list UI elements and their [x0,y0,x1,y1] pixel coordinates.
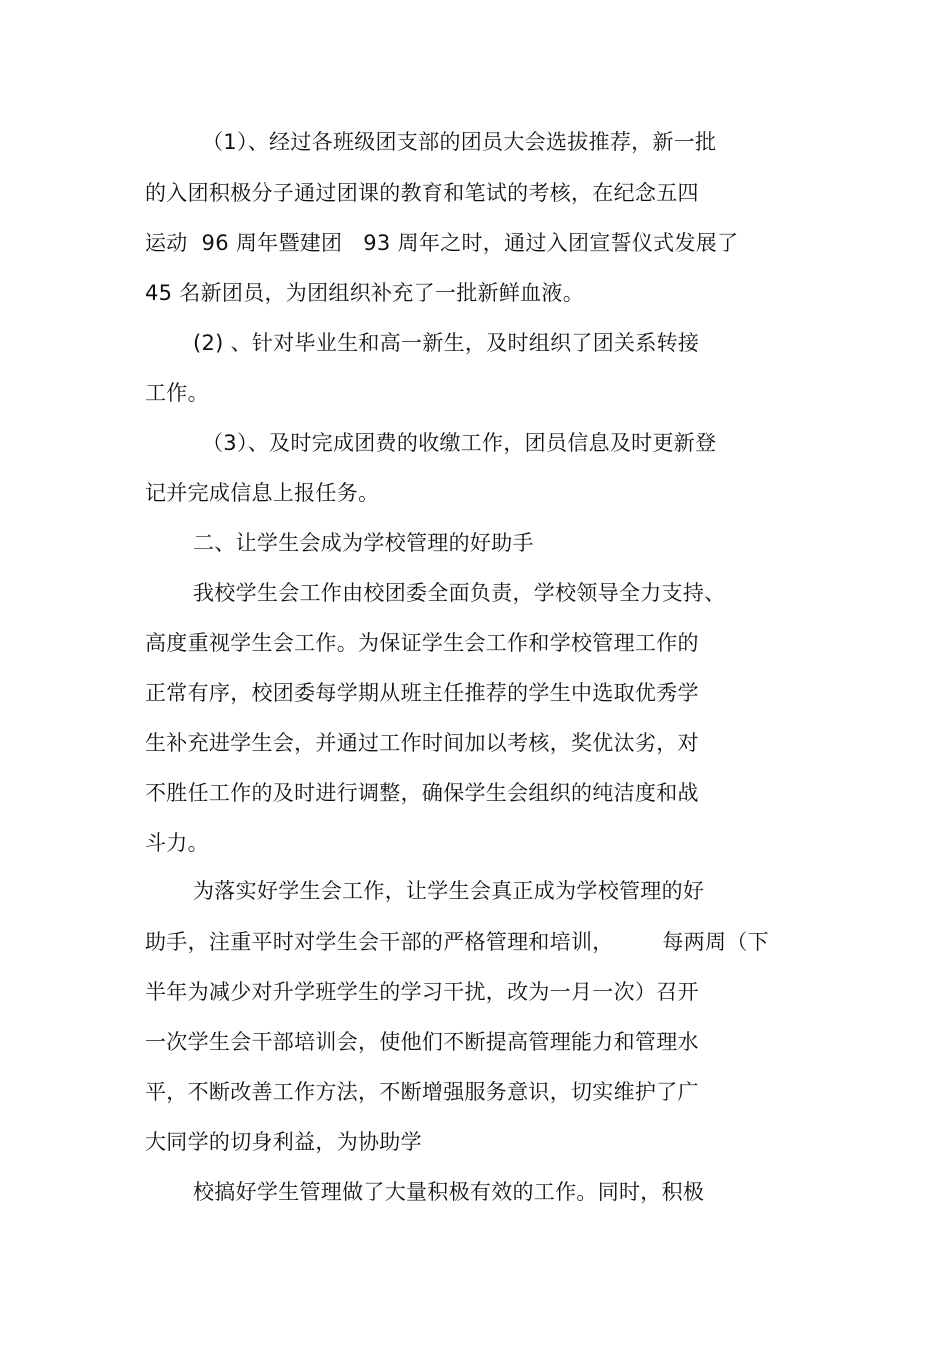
text-line: 不胜任工作的及时进行调整，确保学生会组织的纯洁度和战 [145,781,699,805]
text-line: 校搞好学生管理做了大量积极有效的工作。同时，积极 [193,1180,705,1204]
text-line: 大同学的切身利益，为协助学 [145,1130,422,1154]
text-line: （1）、经过各班级团支部的团员大会选拔推荐，新一批 [202,130,717,154]
text-line: 的入团积极分子通过团课的教育和笔试的考核，在纪念五四 [145,181,699,205]
text-line: 生补充进学生会，并通过工作时间加以考核，奖优汰劣，对 [145,731,699,755]
text-line: 运动 96 周年暨建团 93 周年之时，通过入团宣誓仪式发展了 [145,231,739,255]
text-line: 高度重视学生会工作。为保证学生会工作和学校管理工作的 [145,631,699,655]
section-heading: 二、让学生会成为学校管理的好助手 [193,531,534,555]
text-line: 我校学生会工作由校团委全面负责，学校领导全力支持、 [193,581,726,605]
text-line: 斗力。 [145,831,209,855]
text-line: 平，不断改善工作方法，不断增强服务意识，切实维护了广 [145,1080,699,1104]
text-line: (2) 、针对毕业生和高一新生，及时组织了团关系转接 [193,331,700,355]
text-line: 记并完成信息上报任务。 [145,481,380,505]
text-line: 工作。 [145,381,209,405]
text-line: 为落实好学生会工作，让学生会真正成为学校管理的好 [193,879,705,903]
text-line: 一次学生会干部培训会，使他们不断提高管理能力和管理水 [145,1030,699,1054]
text-line: （3）、及时完成团费的收缴工作，团员信息及时更新登 [202,431,717,455]
text-line: 半年为减少对升学班学生的学习干扰，改为一月一次）召开 [145,980,699,1004]
text-line: 正常有序，校团委每学期从班主任推荐的学生中选取优秀学 [145,681,699,705]
text-line: 45 名新团员，为团组织补充了一批新鲜血液。 [145,281,584,305]
text-line: 助手，注重平时对学生会干部的严格管理和培训， 每两周（下 [145,930,769,954]
